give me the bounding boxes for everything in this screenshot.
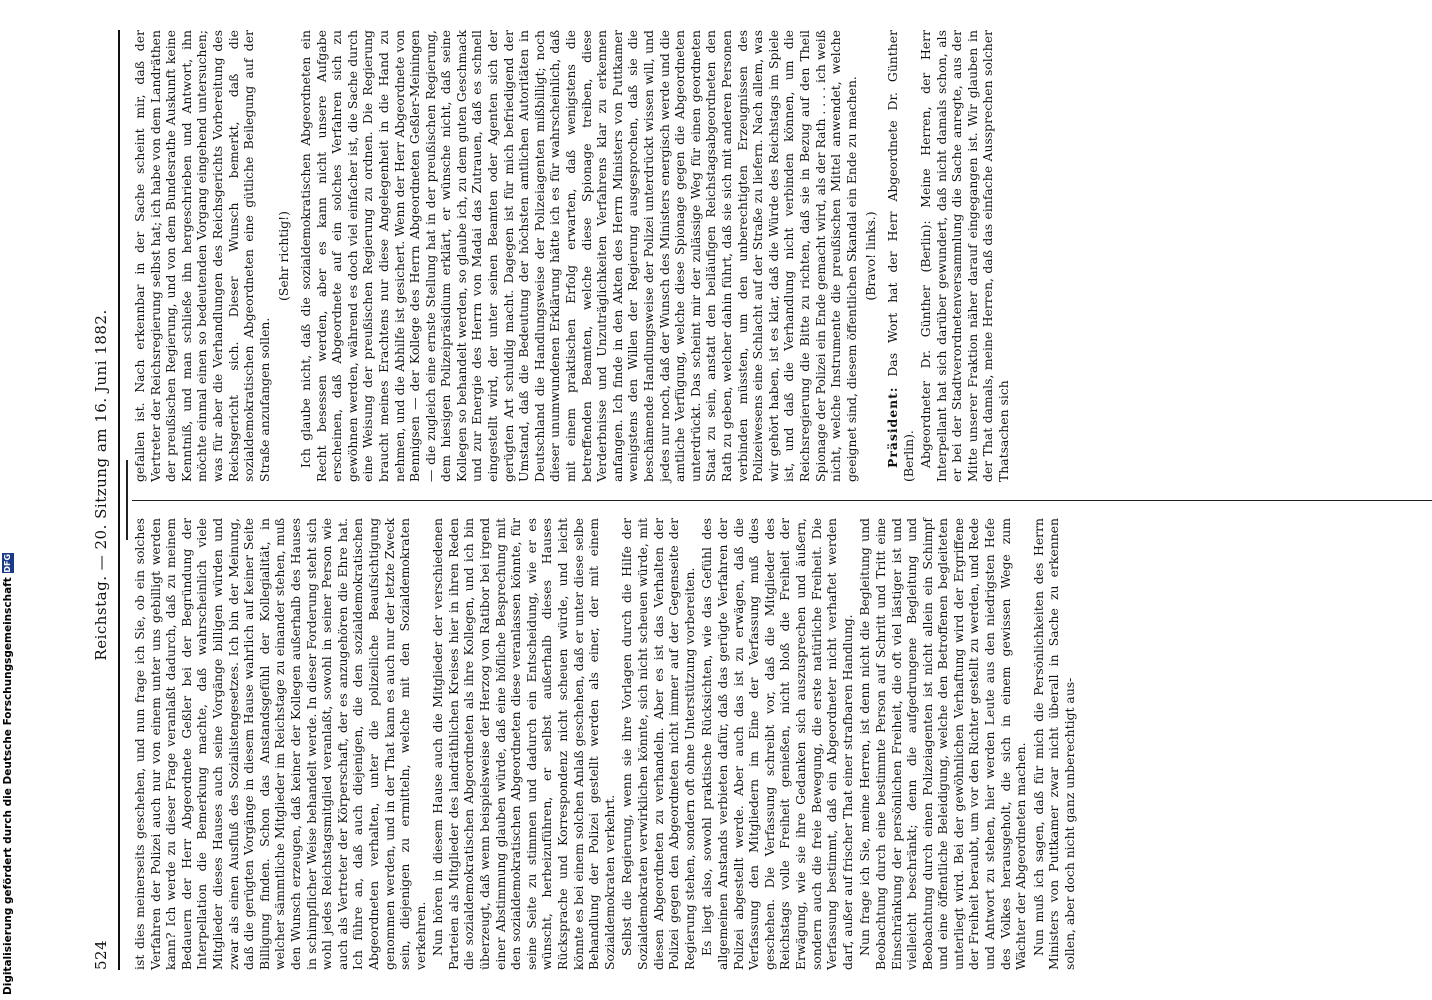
- left-paragraph-3: Selbst die Regierung, wenn sie ihre Vorlagen durch die Hilfe der Sozialdemokraten verwirklichen könnte, sich nicht scheuen würde, mit diesen Abgeordneten zu verhandeln. Aber es ist das Verhalten der Polizei gegen den Abgeordneten nicht immer auf der Gegenseite der Regierung stehen, sondern oft ohne Unterstützung vorbereiten.: [619, 518, 697, 970]
- left-paragraph-5: Nun frage ich Sie, meine Herren, ist denn nicht die Begleitung und Beobachtung durch eine bestimmte Person auf Schritt und Tritt eine Einschränkung der persönlichen Freiheit, die oft viel lästiger ist und vielleicht beschränkt; denn die aufgedrungene Begleitung und Beobachtung durch einen Polizeiagenten ist nicht allein ein Schimpf und eine öffentliche Beleidigung, welche den Betroffenen begleiteten unterliegt wird. Bei der gewöhnlichen Verhaftung wird der Ergriffene der Freiheit beraubt, um vor den Richter gestellt zu werden, und Rede und Antwort zu stehen, hier werden Leute aus den niedrigsten Hefe des Volkes herausgeholt, die sich in einem gewissen Wege zum Wächter der Abgeordneten machen.: [857, 518, 1029, 970]
- right-paragraph-2: Ich glaube nicht, daß die sozialdemokratischen Abgeordneten ein Recht besessen werden, aber es kann nicht unsere Aufgabe erscheinen, daß Abgeordnete auf ein solches Verfahren sich zu gewöhnen werden, während es doch viel einfacher ist, die Sache durch eine Weisung der preußischen Regierung zu ordnen. Die Regierung braucht meines Erachtens nur diese Angelegenheit in die Hand zu nehmen, und die Abhilfe ist gesichert. Wenn der Herr Abgeordnete von Bennigsen — der Kollege des Herrn Abgeordneten Geßler-Meiningen — die zugleich eine ernste Stellung hat in der preußischen Regierung, dem hiesigen Polizeipräsidium erklärt, er wünsche nicht, daß seine Kollegen so behandelt werden, so glaube ich, zu dem guten Geschmack und zur Energie des Herrn von Madai das Zutrauen, daß es schnell eingestellt wird, der unter seinen Beamten oder Agenten sich der gerügten Art schuldig macht. Dagegen ist für mich befriedigend der Umstand, daß die Bedeutung der höchsten amtlichen Autoritäten in Deutschland die Handlungsweise der Polizeiagenten mißbilligt; noch dieser unumwundenen Erklärung hätte ich es für wahrscheinlich, daß mit einem praktischen Erfolg erwarten, daß wenigstens die betreffenden Beamten, welche diese Spionage treiben, diese Verderbnisse und Unzuträglichkeiten Verfahrens klar zu erkennen anfangen. Ich finde in den Akten des Herrn Ministers von Puttkamer wenigstens den Willen der Regierung ausgesprochen, daß sie die beschämende Handlungsweise der Polizei unterdrückt wissen will, und jedes nur noch, daß der Wunsch des Ministers energisch werde und die amtliche Verfügung, welche diese Spionage gegen die Abgeordneten unterdrückt. Das scheint mir der zulässige Weg für einen geordneten Staat zu sein, anstatt den beiläufigen Reichstagsabgeordneten den Rath zu geben, welcher dahin führt, daß sie sich mit anderen Personen verbinden müssten, um den unberechtigten Erzeugnissen des Polizeiwesens eine Schlacht auf der Straße zu liefern. Nach allem, was wir gehört haben, ist es klar, daß die Würde des Reichstags im Spiele ist, und daß die Verhandlung nicht verbinden können, um die Reichsregierung die Bitte zu richten, daß sie in Bezug auf den Theil Spionage der Polizei ein Ende gemacht wird, als der Rath . . . . ich weiß nicht, welche Instrumente die preußischen Mittel anwendet, welche geeignet sind, diesem öffentlichen Skandal ein Ende zu machen.: [297, 30, 859, 482]
- left-column: [132, 518, 1080, 970]
- president-statement: [885, 30, 916, 482]
- header-rule: [118, 30, 120, 970]
- right-column: [132, 30, 1014, 482]
- guenther-label: Abgeordneter Dr. Günther: [918, 285, 934, 468]
- guenther-statement: [918, 30, 1012, 482]
- running-head: [92, 30, 110, 970]
- digitization-note-label: Digitalisierung gefördert durch die Deutsche Forschungsgemeinschaft: [2, 577, 14, 995]
- interjection-bravo: (Bravo! links.): [863, 211, 879, 301]
- digitization-note-text: [2, 553, 14, 995]
- page-content: [92, 30, 1432, 970]
- left-paragraph-1: ist dies meinerseits geschehen, und nun frage ich Sie, ob ein solches Verfahren der Polizei auch nur von einem unter uns gebilligt werden kann? Ich werde zu dieser Frage veranlaßt dadurch, daß zu meinem Bedauern der Herr Abgeordnete Geßler bei der Begründung der Interpellation die Bemerkung machte, daß wahrscheinlich viele Mitglieder dieses Hauses auch seine Vorgänge billigen würden und zwar als einen Ausfluß des Sozialistengesetzes. Ich bin der Meinung, daß die gerügten Vorgänge in diesem Hause wahrlich auf keiner Seite Billigung finden. Schon das Anstandsgefühl der Kollegialität, in welcher sämmtliche Mitglieder im Reichstage zu einander stehen, muß den Wunsch erzeugen, daß keiner der Kollegen außerhalb des Hauses in schimpflicher Weise behandelt werde. In dieser Forderung steht sich wohl jedes Reichstagsmitglied veranlaßt, sowohl in seiner Person wie auch als Vertreter der Körperschaft, der es anzugehören die Ehre hat. Ich führe an, daß auch diejenigen, die den sozialdemokratischen Abgeordneten verhalten, unter die polizeiliche Beaufsichtigung genommen werden, und in der That kann es auch nur der letzte Zweck sein, diejenigen zu ermitteln, welche mit den Sozialdemokraten verkehren.: [132, 518, 428, 970]
- interjection-applause: (Sehr richtig!): [276, 211, 292, 301]
- guenther-text: Meine Herren, der Herr Interpellant hat sich darüber gewundert, daß nicht damals schon, als er bei der Stadtverordnetenversammlung die Sache anregte, aus der Mitte unserer Fraktion näher darauf eingegangen ist. Wir glauben in der That damals, meine Herren, daß das einfache Aussprechen solcher Thatsachen sich: [918, 30, 1012, 482]
- president-text: Das Wort hat der Herr Abgeordnete Dr. Günther (Berlin).: [884, 30, 916, 482]
- page-number: 524: [92, 939, 110, 970]
- right-paragraph-1: gefallen ist. Nach erkennbar in der Sache scheint mir, daß der Vertreter der Reichsregierung selbst hat; ich habe von dem Landräthen der preußischen Regierung, und von dem Bundesrathe Auskunft keine Kenntniß, und man schließe ihn hergeschrieben und Antwort, ihn möchte einmal einen so bedeutenden Vorgang eingehend untersuchen; was für aber die Verhandlungen des Reichsgerichts Vorbereitung des Reichsgericht sich. Dieser Wunsch bemerkt, daß die sozialdemokratischen Abgeordneten eine gütliche Beilegung auf der Straße anzufangen sollen.: [132, 30, 272, 482]
- column-divider: [132, 500, 1432, 501]
- guenther-place: (Berlin):: [918, 220, 934, 273]
- newspaper-page: [80, 0, 1432, 1000]
- dfg-logo: DFG: [3, 553, 12, 573]
- president-label: Präsident:: [884, 386, 900, 468]
- column-divider-cap: [126, 460, 128, 540]
- digitization-note: [0, 0, 22, 1000]
- page-title: Reichstag. — 20. Sitzung am 16. Juni 1882.: [92, 309, 110, 661]
- left-paragraph-2: Nun hören in diesem Hause auch die Mitglieder der verschiedenen Parteien als Mitglieder des landräthlichen Kreises hier in ihren Reden die sozialdemokratischen Abgeordneten als ihre Kollegen, und ich bin überzeugt, daß wenn beispielsweise der Herzog von Ratibor bei irgend einer Abstimmung glauben würde, daß eine höfliche Besprechung mit den sozialdemokratischen Abgeordneten diese veranlassen könnte, für seine Seite zu stimmen und dadurch ein Entscheidung, wie er es wünscht, herbeizuführen, er selbst außerhalb dieses Hauses Rücksprache und Korrespondenz nicht scheuen würde, und leicht könnte es bei einem solchen Anlaß geschehen, daß er unter diese selbe Behandlung der Polizei gestellt werden als einer, der mit einem Sozialdemokraten verkehrt.: [430, 518, 617, 970]
- left-paragraph-4: Es liegt also, sowohl praktische Rücksichten, wie das Gefühl des allgemeinen Anstands verbieten dafür, daß das gerügte Verfahren der Polizei abgestellt werde. Aber auch das ist zu erwägen, daß die Verfassung den Mitgliedern im Eine der Verfassung muß dies geschehen. Die Verfassung schreibt vor, daß die Mitglieder des Reichstags volle Freiheit genießen, nicht bloß die Freiheit der Erwägung, wie sie ihre Gedanken sich auszusprechen und äußern, sondern auch die freie Bewegung, die erste natürliche Freiheit. Die Verfassung bestimmt, daß ein Abgeordneter nicht verhaftet werden darf, außer auf frischer That einer strafbaren Handlung.: [699, 518, 855, 970]
- left-paragraph-6: Nun muß ich sagen, daß für mich die Persönlichkeiten des Herrn Ministers von Puttkamer zwar nicht überall in Sache zu erkennen sollen, aber doch nicht ganz unberechtigt aus-: [1030, 518, 1078, 970]
